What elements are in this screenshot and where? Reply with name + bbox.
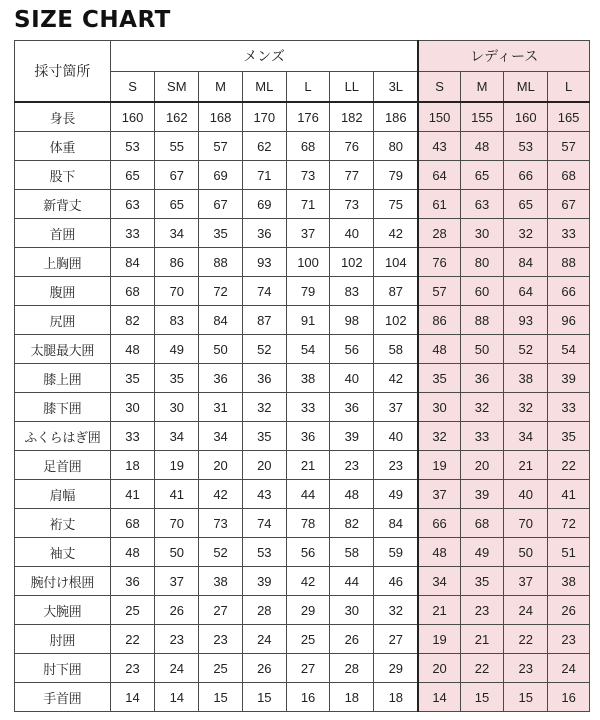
ladies-value-cell: 64 [418,161,460,190]
table-row [15,567,590,596]
mens-value-cell: 27 [286,654,330,683]
mens-value-cell: 26 [330,625,374,654]
mens-value-cell: 76 [330,132,374,161]
ladies-value-cell: 24 [548,654,590,683]
mens-value-cell: 32 [374,596,419,625]
mens-value-cell: 20 [199,451,243,480]
mens-value-cell: 55 [155,132,199,161]
ladies-size-header: M [460,72,504,103]
ladies-value-cell: 65 [460,161,504,190]
mens-value-cell: 56 [286,538,330,567]
mens-value-cell: 73 [286,161,330,190]
ladies-value-cell: 84 [504,248,548,277]
mens-value-cell: 182 [330,102,374,132]
mens-value-cell: 26 [155,596,199,625]
ladies-value-cell: 33 [548,393,590,422]
ladies-value-cell: 32 [418,422,460,451]
mens-value-cell: 104 [374,248,419,277]
mens-value-cell: 65 [155,190,199,219]
mens-value-cell: 23 [155,625,199,654]
mens-value-cell: 27 [374,625,419,654]
mens-value-cell: 48 [110,335,155,364]
mens-value-cell: 52 [199,538,243,567]
mens-value-cell: 176 [286,102,330,132]
ladies-header: レディース [418,41,589,72]
ladies-value-cell: 93 [504,306,548,335]
measurement-label: 腕付け根囲 [15,567,111,596]
mens-value-cell: 43 [242,480,286,509]
ladies-value-cell: 150 [418,102,460,132]
mens-value-cell: 162 [155,102,199,132]
ladies-value-cell: 76 [418,248,460,277]
mens-value-cell: 25 [286,625,330,654]
mens-value-cell: 69 [199,161,243,190]
mens-value-cell: 14 [155,683,199,712]
ladies-value-cell: 155 [460,102,504,132]
ladies-value-cell: 48 [418,538,460,567]
ladies-value-cell: 28 [418,219,460,248]
measurement-label: 首囲 [15,219,111,248]
ladies-size-header: S [418,72,460,103]
mens-value-cell: 18 [374,683,419,712]
mens-value-cell: 26 [242,654,286,683]
mens-value-cell: 29 [374,654,419,683]
table-row [15,335,590,364]
mens-size-header: ML [242,72,286,103]
mens-value-cell: 98 [330,306,374,335]
mens-value-cell: 77 [330,161,374,190]
measurement-label: 袖丈 [15,538,111,567]
mens-value-cell: 35 [155,364,199,393]
mens-value-cell: 86 [155,248,199,277]
ladies-value-cell: 37 [418,480,460,509]
ladies-value-cell: 19 [418,451,460,480]
mens-value-cell: 28 [242,596,286,625]
ladies-value-cell: 15 [460,683,504,712]
mens-value-cell: 36 [242,364,286,393]
mens-value-cell: 87 [374,277,419,306]
mens-value-cell: 68 [110,277,155,306]
mens-value-cell: 62 [242,132,286,161]
ladies-value-cell: 34 [504,422,548,451]
measurement-label: 腹囲 [15,277,111,306]
mens-value-cell: 44 [330,567,374,596]
mens-value-cell: 74 [242,277,286,306]
mens-value-cell: 48 [330,480,374,509]
mens-value-cell: 25 [199,654,243,683]
mens-value-cell: 83 [330,277,374,306]
mens-value-cell: 20 [242,451,286,480]
ladies-value-cell: 43 [418,132,460,161]
measurement-label: 裄丈 [15,509,111,538]
mens-value-cell: 49 [155,335,199,364]
ladies-value-cell: 165 [548,102,590,132]
ladies-value-cell: 80 [460,248,504,277]
ladies-value-cell: 41 [548,480,590,509]
ladies-value-cell: 39 [460,480,504,509]
mens-value-cell: 31 [199,393,243,422]
ladies-value-cell: 35 [548,422,590,451]
table-row [15,102,590,132]
mens-value-cell: 44 [286,480,330,509]
ladies-value-cell: 64 [504,277,548,306]
ladies-value-cell: 68 [548,161,590,190]
ladies-value-cell: 40 [504,480,548,509]
ladies-value-cell: 37 [504,567,548,596]
ladies-value-cell: 49 [460,538,504,567]
ladies-value-cell: 33 [548,219,590,248]
mens-value-cell: 36 [286,422,330,451]
ladies-value-cell: 14 [418,683,460,712]
mens-value-cell: 42 [374,219,419,248]
mens-value-cell: 41 [155,480,199,509]
table-row [15,596,590,625]
ladies-value-cell: 32 [504,393,548,422]
mens-value-cell: 36 [330,393,374,422]
mens-value-cell: 56 [330,335,374,364]
ladies-value-cell: 38 [504,364,548,393]
ladies-value-cell: 50 [460,335,504,364]
mens-value-cell: 69 [242,190,286,219]
ladies-value-cell: 53 [504,132,548,161]
mens-value-cell: 25 [110,596,155,625]
mens-value-cell: 84 [374,509,419,538]
size-chart-table [14,40,590,712]
mens-value-cell: 34 [155,422,199,451]
measurement-label: 肩幅 [15,480,111,509]
mens-value-cell: 59 [374,538,419,567]
mens-value-cell: 168 [199,102,243,132]
mens-value-cell: 170 [242,102,286,132]
mens-value-cell: 70 [155,277,199,306]
mens-value-cell: 79 [374,161,419,190]
measurement-label: 膝上囲 [15,364,111,393]
mens-value-cell: 38 [286,364,330,393]
ladies-value-cell: 26 [548,596,590,625]
mens-value-cell: 53 [110,132,155,161]
ladies-value-cell: 50 [504,538,548,567]
mens-size-header: L [286,72,330,103]
measurement-label: 大腕囲 [15,596,111,625]
mens-value-cell: 70 [155,509,199,538]
mens-value-cell: 37 [155,567,199,596]
mens-value-cell: 16 [286,683,330,712]
measurement-point-header: 採寸箇所 [15,41,111,103]
mens-value-cell: 15 [242,683,286,712]
mens-value-cell: 37 [286,219,330,248]
mens-value-cell: 93 [242,248,286,277]
mens-value-cell: 41 [110,480,155,509]
ladies-value-cell: 23 [548,625,590,654]
mens-value-cell: 19 [155,451,199,480]
mens-value-cell: 14 [110,683,155,712]
mens-value-cell: 24 [242,625,286,654]
measurement-label: ふくらはぎ囲 [15,422,111,451]
mens-value-cell: 40 [374,422,419,451]
table-row [15,306,590,335]
mens-value-cell: 53 [242,538,286,567]
mens-value-cell: 67 [155,161,199,190]
table-row [15,393,590,422]
mens-value-cell: 160 [110,102,155,132]
mens-value-cell: 73 [330,190,374,219]
measurement-label: 手首囲 [15,683,111,712]
ladies-value-cell: 19 [418,625,460,654]
mens-value-cell: 68 [286,132,330,161]
mens-value-cell: 29 [286,596,330,625]
mens-value-cell: 30 [330,596,374,625]
ladies-value-cell: 57 [548,132,590,161]
table-row [15,538,590,567]
mens-value-cell: 18 [110,451,155,480]
mens-value-cell: 100 [286,248,330,277]
mens-value-cell: 35 [199,219,243,248]
mens-value-cell: 30 [110,393,155,422]
mens-value-cell: 24 [155,654,199,683]
table-row [15,190,590,219]
mens-value-cell: 72 [199,277,243,306]
table-row [15,422,590,451]
ladies-value-cell: 32 [504,219,548,248]
ladies-value-cell: 60 [460,277,504,306]
mens-value-cell: 30 [155,393,199,422]
mens-value-cell: 15 [199,683,243,712]
mens-value-cell: 78 [286,509,330,538]
mens-value-cell: 40 [330,364,374,393]
measurement-label: 上胸囲 [15,248,111,277]
mens-value-cell: 42 [199,480,243,509]
measurement-label: 尻囲 [15,306,111,335]
mens-value-cell: 73 [199,509,243,538]
ladies-value-cell: 30 [418,393,460,422]
ladies-value-cell: 23 [460,596,504,625]
mens-value-cell: 28 [330,654,374,683]
mens-value-cell: 49 [374,480,419,509]
mens-value-cell: 84 [199,306,243,335]
mens-value-cell: 80 [374,132,419,161]
mens-value-cell: 34 [199,422,243,451]
ladies-value-cell: 72 [548,509,590,538]
ladies-value-cell: 61 [418,190,460,219]
mens-value-cell: 36 [199,364,243,393]
measurement-label: 肘囲 [15,625,111,654]
ladies-value-cell: 36 [460,364,504,393]
ladies-value-cell: 20 [418,654,460,683]
ladies-value-cell: 32 [460,393,504,422]
ladies-value-cell: 22 [460,654,504,683]
ladies-value-cell: 39 [548,364,590,393]
mens-value-cell: 50 [199,335,243,364]
ladies-value-cell: 21 [504,451,548,480]
mens-size-header: S [110,72,155,103]
mens-value-cell: 22 [110,625,155,654]
measurement-label: 身長 [15,102,111,132]
table-row [15,625,590,654]
mens-size-header: 3L [374,72,419,103]
ladies-value-cell: 57 [418,277,460,306]
mens-value-cell: 23 [374,451,419,480]
ladies-value-cell: 66 [504,161,548,190]
ladies-value-cell: 160 [504,102,548,132]
mens-value-cell: 79 [286,277,330,306]
mens-value-cell: 102 [330,248,374,277]
table-row [15,364,590,393]
mens-value-cell: 37 [374,393,419,422]
ladies-size-header: ML [504,72,548,103]
ladies-value-cell: 66 [418,509,460,538]
mens-value-cell: 35 [110,364,155,393]
mens-value-cell: 21 [286,451,330,480]
table-row [15,654,590,683]
mens-value-cell: 82 [330,509,374,538]
ladies-value-cell: 35 [460,567,504,596]
measurement-label: 肘下囲 [15,654,111,683]
ladies-value-cell: 38 [548,567,590,596]
ladies-size-header: L [548,72,590,103]
ladies-value-cell: 68 [460,509,504,538]
mens-value-cell: 36 [110,567,155,596]
mens-header: メンズ [110,41,418,72]
ladies-value-cell: 48 [418,335,460,364]
ladies-value-cell: 20 [460,451,504,480]
mens-value-cell: 71 [242,161,286,190]
ladies-value-cell: 21 [418,596,460,625]
mens-value-cell: 42 [286,567,330,596]
ladies-value-cell: 16 [548,683,590,712]
ladies-value-cell: 63 [460,190,504,219]
mens-value-cell: 46 [374,567,419,596]
table-row [15,219,590,248]
mens-value-cell: 27 [199,596,243,625]
mens-value-cell: 186 [374,102,419,132]
mens-value-cell: 58 [330,538,374,567]
ladies-value-cell: 15 [504,683,548,712]
mens-value-cell: 75 [374,190,419,219]
mens-value-cell: 39 [242,567,286,596]
ladies-value-cell: 22 [504,625,548,654]
mens-value-cell: 18 [330,683,374,712]
table-row [15,161,590,190]
ladies-value-cell: 21 [460,625,504,654]
mens-value-cell: 82 [110,306,155,335]
mens-value-cell: 63 [110,190,155,219]
mens-value-cell: 65 [110,161,155,190]
mens-value-cell: 35 [242,422,286,451]
mens-value-cell: 74 [242,509,286,538]
mens-value-cell: 34 [155,219,199,248]
mens-value-cell: 33 [286,393,330,422]
measurement-label: 股下 [15,161,111,190]
mens-value-cell: 87 [242,306,286,335]
mens-value-cell: 50 [155,538,199,567]
ladies-value-cell: 88 [548,248,590,277]
measurement-label: 足首囲 [15,451,111,480]
table-row [15,132,590,161]
measurement-label: 新背丈 [15,190,111,219]
mens-value-cell: 54 [286,335,330,364]
mens-value-cell: 84 [110,248,155,277]
table-row [15,277,590,306]
mens-value-cell: 71 [286,190,330,219]
page-title: SIZE CHART [14,7,171,33]
ladies-value-cell: 54 [548,335,590,364]
mens-value-cell: 33 [110,219,155,248]
ladies-value-cell: 33 [460,422,504,451]
mens-value-cell: 88 [199,248,243,277]
ladies-value-cell: 67 [548,190,590,219]
mens-value-cell: 33 [110,422,155,451]
mens-value-cell: 68 [110,509,155,538]
ladies-value-cell: 86 [418,306,460,335]
measurement-label: 膝下囲 [15,393,111,422]
mens-value-cell: 39 [330,422,374,451]
mens-value-cell: 91 [286,306,330,335]
mens-value-cell: 23 [110,654,155,683]
ladies-value-cell: 30 [460,219,504,248]
mens-value-cell: 23 [330,451,374,480]
mens-value-cell: 36 [242,219,286,248]
mens-size-header: SM [155,72,199,103]
ladies-value-cell: 65 [504,190,548,219]
mens-value-cell: 52 [242,335,286,364]
ladies-value-cell: 24 [504,596,548,625]
mens-value-cell: 40 [330,219,374,248]
measurement-label: 体重 [15,132,111,161]
ladies-value-cell: 66 [548,277,590,306]
ladies-value-cell: 23 [504,654,548,683]
measurement-label: 太腿最大囲 [15,335,111,364]
mens-value-cell: 67 [199,190,243,219]
ladies-value-cell: 70 [504,509,548,538]
mens-value-cell: 102 [374,306,419,335]
ladies-value-cell: 96 [548,306,590,335]
ladies-value-cell: 34 [418,567,460,596]
mens-value-cell: 57 [199,132,243,161]
ladies-value-cell: 48 [460,132,504,161]
ladies-value-cell: 51 [548,538,590,567]
mens-size-header: M [199,72,243,103]
ladies-value-cell: 88 [460,306,504,335]
mens-value-cell: 38 [199,567,243,596]
table-row [15,683,590,712]
table-row [15,451,590,480]
mens-value-cell: 42 [374,364,419,393]
mens-value-cell: 32 [242,393,286,422]
mens-value-cell: 23 [199,625,243,654]
mens-value-cell: 48 [110,538,155,567]
mens-size-header: LL [330,72,374,103]
mens-value-cell: 58 [374,335,419,364]
ladies-value-cell: 52 [504,335,548,364]
mens-value-cell: 83 [155,306,199,335]
ladies-value-cell: 22 [548,451,590,480]
ladies-value-cell: 35 [418,364,460,393]
table-row [15,480,590,509]
table-row [15,509,590,538]
table-row [15,248,590,277]
